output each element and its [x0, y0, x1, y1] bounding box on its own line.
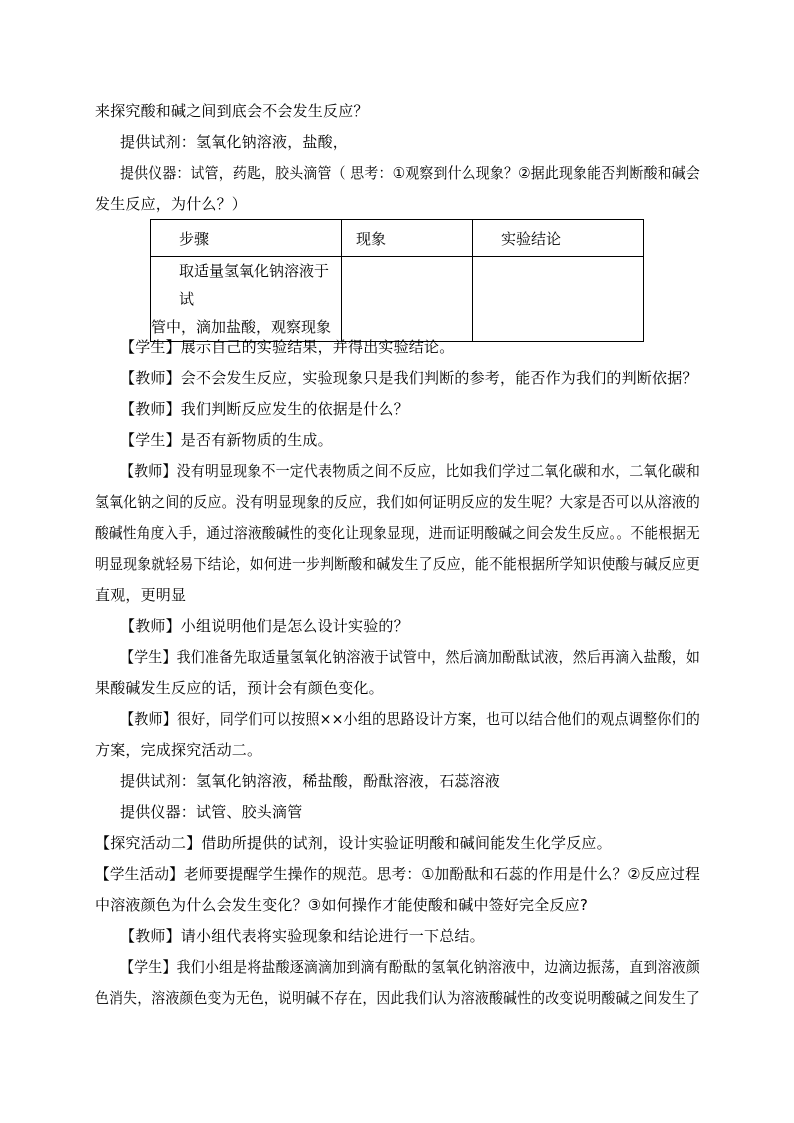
- dialogue-line: 氢氧化钠之间的反应。没有明显现象的反应，我们如何证明反应的发生呢？大家是否可以从溶液的: [95, 493, 700, 511]
- table-row: [151, 257, 644, 342]
- dialogue-line: 【教师】很好，同学们可以按照××小组的思路设计方案，也可以结合他们的观点调整你们的: [120, 710, 701, 728]
- dialogue-line: 提供仪器：试管、胶头滴管: [120, 803, 303, 821]
- header-conclusion: 实验结论: [501, 229, 562, 248]
- dialogue-line: 【学生】展示自己的实验结果，并得出实验结论。: [120, 338, 455, 356]
- text-line: 提供试剂：氢氧化钠溶液，盐酸，: [120, 133, 349, 151]
- header-step: 步骤: [179, 229, 210, 248]
- table-header-cell: [473, 220, 644, 257]
- dialogue-line: 色消失，溶液颜色变为无色，说明碱不存在，因此我们认为溶液酸碱性的改变说明酸碱之间发生了: [95, 989, 700, 1007]
- step-text-line: 取适量氢氧化钠溶液于试: [179, 262, 330, 308]
- dialogue-line: 方案，完成探究活动二。: [95, 741, 263, 759]
- table-cell-step: [151, 257, 342, 342]
- table-header-cell: [342, 220, 473, 257]
- dialogue-line: 【教师】会不会发生反应，实验现象只是我们判断的参考，能否作为我们的判断依据？: [120, 369, 698, 387]
- table-header-row: [151, 220, 644, 257]
- dialogue-line: 直观，更明显: [95, 586, 187, 604]
- dialogue-line: 【探究活动二】借助所提供的试剂，设计实验证明酸和碱间能发生化学反应。: [95, 834, 612, 852]
- text-line: 提供仪器：试管，药匙，胶头滴管（ 思考：①观察到什么现象？②据此现象能否判断酸和碱会: [120, 164, 701, 182]
- dialogue-line: 提供试剂：氢氧化钠溶液，稀盐酸，酚酞溶液，石蕊溶液: [120, 772, 501, 790]
- dialogue-line: 【教师】请小组代表将实验现象和结论进行一下总结。: [120, 927, 485, 945]
- dialogue-line: 果酸碱发生反应的话，预计会有颜色变化。: [95, 679, 384, 697]
- experiment-table: [150, 219, 644, 342]
- dialogue-line: 【学生】我们准备先取适量氢氧化钠溶液于试管中，然后滴加酚酞试液，然后再滴入盐酸，如: [120, 648, 701, 666]
- dialogue-line: 【学生】是否有新物质的生成。: [120, 431, 333, 449]
- table-cell-observation: [342, 257, 473, 342]
- header-observation: 现象: [356, 229, 387, 248]
- dialogue-line: 中溶液颜色为什么会发生变化？③如何操作才能使酸和碱中签好完全反应?: [95, 896, 589, 914]
- dialogue-line: 【学生活动】老师要提醒学生操作的规范。思考：①加酚酞和石蕊的作用是什么？②反应过程: [95, 865, 700, 883]
- table-header-cell: [151, 220, 342, 257]
- table-cell-conclusion: [473, 257, 644, 342]
- step-text-line: 管中，滴加盐酸，观察现象: [151, 318, 332, 336]
- text-line: 来探究酸和碱之间到底会不会发生反应？: [95, 102, 369, 120]
- dialogue-line: 酸碱性角度入手，通过溶液酸碱性的变化让现象显现，进而证明酸碱之间会发生反应。。不能根据无: [95, 524, 700, 542]
- dialogue-line: 明显现象就轻易下结论，如何进一步判断酸和碱发生了反应，能不能根据所学知识使酸与碱反应更: [95, 555, 700, 573]
- dialogue-line: 【教师】没有明显现象不一定代表物质之间不反应，比如我们学过二氧化碳和水，二氧化碳和: [120, 462, 701, 480]
- dialogue-line: 【教师】我们判断反应发生的依据是什么？: [120, 400, 409, 418]
- text-line: 发生反应，为什么？）: [95, 195, 248, 213]
- dialogue-line: 【学生】我们小组是将盐酸逐滴滴加到滴有酚酞的氢氧化钠溶液中，边滴边振荡，直到溶液颜: [120, 958, 701, 976]
- dialogue-line: 【教师】小组说明他们是怎么设计实验的？: [120, 617, 409, 635]
